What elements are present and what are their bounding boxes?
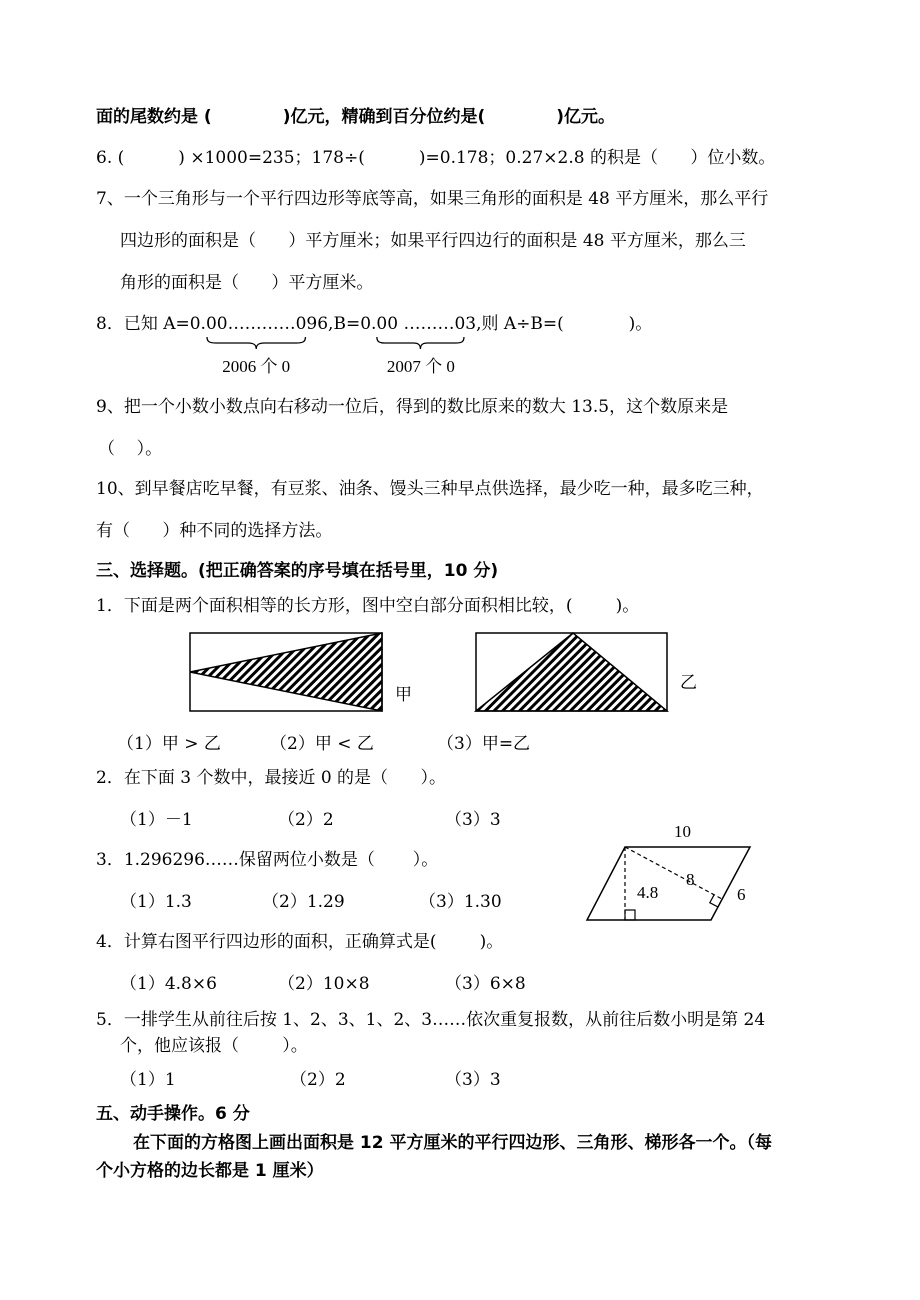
section-5-heading: 五、动手操作。6 分 (96, 1104, 250, 1124)
underbrace-b (376, 336, 465, 350)
question-10-line-1: 10、到早餐店吃早餐，有豆浆、油条、馒头三种早点供选择，最少吃一种，最多吃三种， (96, 479, 764, 499)
q8-prefix: 8．已知 A=0. (96, 314, 206, 334)
choice-2-option-1: （1）－1 (120, 810, 193, 830)
choice-5-option-2: （2）2 (290, 1070, 346, 1090)
choice-3-option-1: （1）1.3 (120, 892, 192, 912)
choice-4-option-3: （3）6×8 (445, 974, 526, 994)
question-7-line-2: 四边形的面积是（ ）平方厘米；如果平行四边行的面积是 48 平方厘米，那么三 (120, 231, 746, 251)
question-10-line-2: 有（ ）种不同的选择方法。 (96, 521, 333, 541)
question-6: 6. ( ) ×1000=235；178÷( )=0.178；0.27×2.8 的积是（ ）位小数。 (96, 148, 776, 168)
choice-4-option-1: （1）4.8×6 (120, 974, 217, 994)
parallelogram-height-base-label: 4.8 (637, 883, 659, 902)
choice-3-option-3: （3）1.30 (419, 892, 502, 912)
choice-1-option-3: （3）甲=乙 (437, 734, 531, 754)
parallelogram-height-side-label: 8 (686, 870, 695, 889)
choice-1-option-2: （2）甲 < 乙 (270, 734, 374, 754)
question-7-line-3: 角形的面积是（ ）平方厘米。 (120, 273, 374, 293)
rectangle-figure-yi (472, 629, 672, 715)
q8-braced-group-b (376, 312, 466, 376)
choice-3-option-2: （2）1.29 (262, 892, 345, 912)
underbrace-label-b: 2007 个 0 (386, 357, 455, 376)
q8-braced-group-a (205, 312, 307, 376)
q5-continuation: 面的尾数约是 ( )亿元，精确到百分位约是( )亿元。 (96, 107, 616, 127)
figure-label-jia: 甲 (395, 685, 412, 704)
choice-3-stem: 3．1.296296……保留两位小数是（ ）。 (96, 850, 439, 870)
right-angle-mark-side (710, 895, 718, 907)
choice-5-option-3: （3）3 (445, 1070, 501, 1090)
parallelogram (587, 847, 750, 920)
figure-label-yi: 乙 (680, 673, 697, 692)
choice-2-option-2: （2）2 (278, 810, 334, 830)
q8-suffix: 3,则 A÷B=( )。 (465, 314, 653, 334)
question-9-line-1: 9、把一个小数小数点向右移动一位后，得到的数比原来的数大 13.5，这个数原来是 (96, 397, 729, 417)
choice-5-stem-line-1: 5．一排学生从前往后按 1、2、3、1、2、3……依次重复报数，从前往后数小明是第 24 (96, 1010, 766, 1030)
choice-5-option-1: （1）1 (120, 1070, 176, 1090)
choice-4-option-2: （2）10×8 (278, 974, 370, 994)
choice-5-stem-line-2: 个，他应该报（ ）。 (120, 1036, 308, 1056)
section-3-heading: 三、选择题。(把正确答案的序号填在括号里，10 分) (96, 561, 499, 581)
parallelogram-side-label: 6 (737, 885, 746, 904)
parallelogram-base-label: 10 (674, 822, 691, 841)
choice-2-stem: 2．在下面 3 个数中，最接近 0 的是（ ）。 (96, 768, 446, 788)
choice-1-stem: 1．下面是两个面积相等的长方形，图中空白部分面积相比较，( )。 (96, 596, 640, 616)
question-7-line-1: 7、一个三角形与一个平行四边形等底等高，如果三角形的面积是 48 平方厘米，那么平行 (96, 189, 769, 209)
section-5-instruction-line-2: 个小方格的边长都是 1 厘米） (96, 1161, 324, 1181)
question-9-line-2: （ ）。 (98, 439, 163, 459)
parallelogram-figure (580, 840, 760, 925)
right-angle-mark-base (625, 910, 635, 920)
rectangle-figure-jia (186, 629, 386, 715)
q8-middle: 96,B=0. (306, 314, 377, 334)
section-5-instruction-line-1: 在下面的方格图上画出面积是 12 平方厘米的平行四边形、三角形、梯形各一个。（每 (133, 1133, 772, 1153)
underbrace-a (206, 336, 306, 350)
question-8 (96, 312, 653, 376)
choice-4-stem: 4．计算右图平行四边形的面积，正确算式是( )。 (96, 932, 504, 952)
q8-digits-b: 00 ………0 (376, 314, 466, 334)
q8-digits-a: 00…………0 (205, 314, 307, 334)
choice-1-option-1: （1）甲 > 乙 (117, 734, 221, 754)
choice-2-option-3: （3）3 (445, 810, 501, 830)
underbrace-label-a: 2006 个 0 (222, 357, 291, 376)
